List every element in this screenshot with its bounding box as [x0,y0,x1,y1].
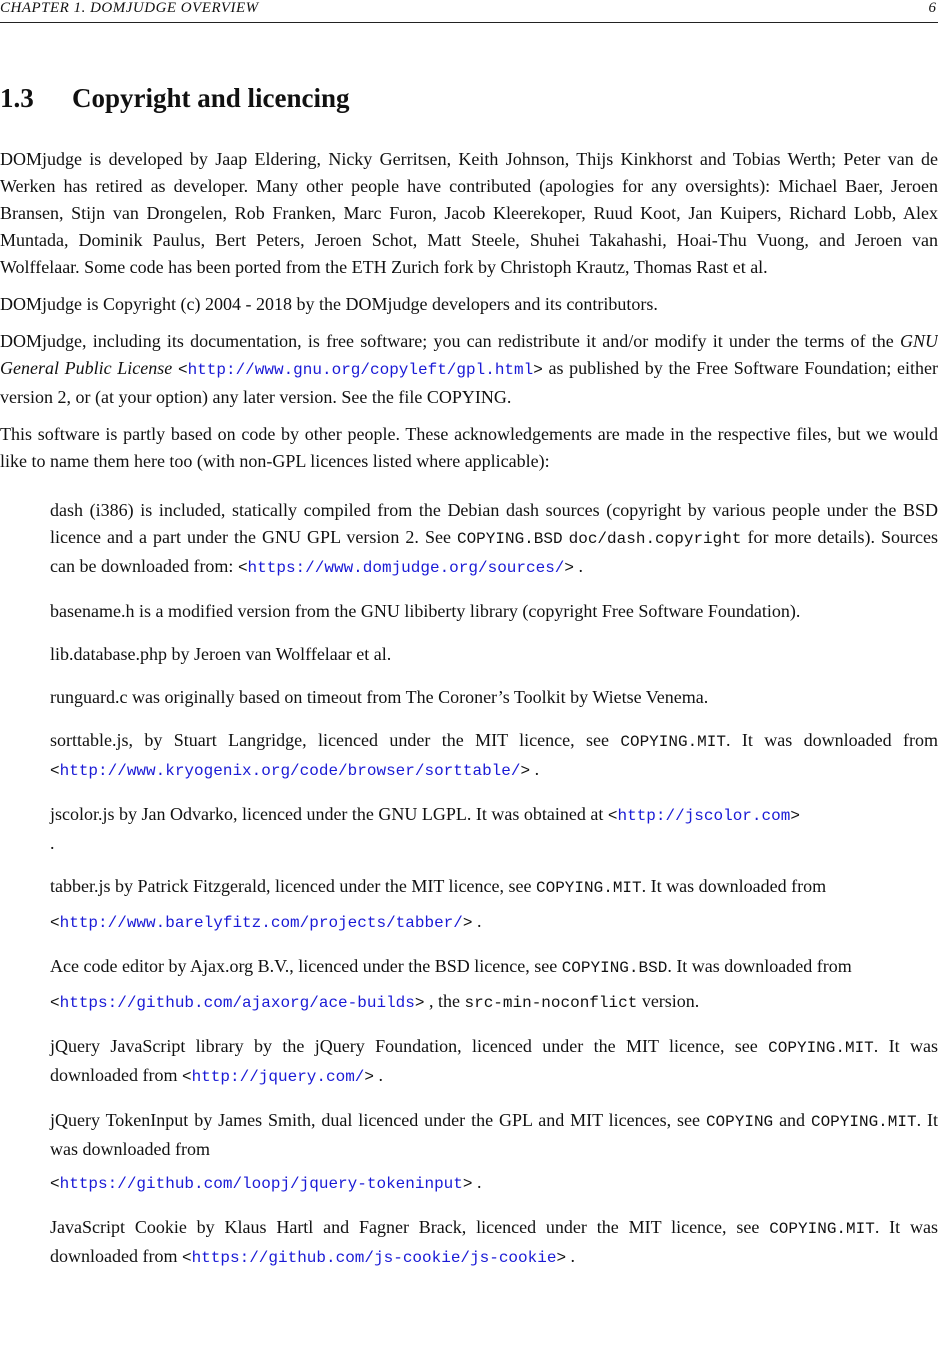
chapter-title: CHAPTER 1. DOMJUDGE OVERVIEW [0,0,259,16]
ace-link[interactable]: https://github.com/ajaxorg/ace-builds [59,994,415,1012]
section-title: Copyright and licencing [72,83,350,113]
list-item-dash: dash (i386) is included, statically compiled from the Debian dash sources (copyright by various people under the BSD licence and a part under the GNU GPL version 2. See COPYING.BSD doc/dash.copyright for more details). Sources can be downloaded from: <https://www.domjudge.org/sources/> . [50,500,938,577]
list-item-tokeninput: jQuery TokenInput by James Smith, dual licenced under the GPL and MIT licences, see COPYING and COPYING.MIT. It was downloaded from [50,1110,938,1159]
ace-link-line: <https://github.com/ajaxorg/ace-builds> , the src-min-noconflict version. [50,991,700,1012]
list-item-jquery: jQuery JavaScript library by the jQuery Foundation, licenced under the MIT licence, see COPYING.MIT. It was downloaded from <http://jquery.com/> . [50,1036,938,1086]
list-item-sorttable: sorttable.js, by Stuart Langridge, licenced under the MIT licence, see COPYING.MIT. It was downloaded from <http://www.kryogenix.org/code/browser/sorttable/> . [50,730,938,780]
list-item-tabber: tabber.js by Patrick Fitzgerald, licenced under the MIT licence, see COPYING.MIT. It was downloaded from [50,876,827,897]
paragraph-developers: DOMjudge is developed by Jaap Eldering, Nicky Gerritsen, Keith Johnson, Thijs Kinkhorst and Tobias Werth; Peter van de Werken has retired as developer. Many other people have contributed (apologies for any oversights): Michael Baer, Jeroen Bransen, Stijn van Drongelen, Rob Franken, Marc Furon, Jacob Kleerekoper, Ruud Koot, Jan Kuipers, Richard Lobb, Alex Muntada, Dominik Paulus, Bert Peters, Jeroen Schot, Matt Steele, Shuhei Takahashi, Hoai-Thu Vuong, and Jeroen van Wolffelaar. Some code has been ported from the ETH Zurich fork by Christoph Krautz, Thomas Rast et al. [0,149,938,277]
paragraph-license: DOMjudge, including its documentation, is free software; you can redistribute it and/or modify it under the terms of the GNU General Public License <http://www.gnu.org/copyleft/gpl.html> as published by the Free Software Foundation; either version 2, or (at your option) any later version. See the file COPYING. [0,331,938,407]
page-number: 6 [928,0,936,16]
gpl-link[interactable]: http://www.gnu.org/copyleft/gpl.html [187,361,534,379]
cookie-link[interactable]: https://github.com/js-cookie/js-cookie [191,1249,557,1267]
section-heading [0,80,350,116]
jscolor-link[interactable]: http://jscolor.com [617,807,791,825]
list-item-basename: basename.h is a modified version from the GNU libiberty library (copyright Free Software Foundation). [50,601,801,621]
acknowledgements-list [0,497,938,1272]
list-item-runguard: runguard.c was originally based on timeout from The Coroner’s Toolkit by Wietse Venema. [50,687,709,707]
running-header [0,0,938,23]
section-number: 1.3 [0,83,34,113]
tabber-link-line: <http://www.barelyfitz.com/projects/tabber/> . [50,911,482,932]
list-item-cookie: JavaScript Cookie by Klaus Hartl and Fagner Brack, licenced under the MIT licence, see COPYING.MIT. It was downloaded from <https://github.com/js-cookie/js-cookie> . [50,1217,938,1267]
list-item-ace: Ace code editor by Ajax.org B.V., licenced under the BSD licence, see COPYING.BSD. It was downloaded from [50,956,852,977]
tokeninput-link-line: <https://github.com/loopj/jquery-tokeninput> . [50,1172,482,1193]
list-item-jscolor: jscolor.js by Jan Odvarko, licenced under the GNU LGPL. It was obtained at <http://jscolor.com> . [50,804,800,853]
sorttable-link[interactable]: http://www.kryogenix.org/code/browser/sorttable/ [59,762,521,780]
license-name: GNU General Public License [0,331,938,378]
tabber-link[interactable]: http://www.barelyfitz.com/projects/tabber/ [59,914,463,932]
tokeninput-link[interactable]: https://github.com/loopj/jquery-tokeninput [59,1175,463,1193]
jquery-link[interactable]: http://jquery.com/ [191,1068,365,1086]
section-body [0,146,938,1288]
dash-sources-link[interactable]: https://www.domjudge.org/sources/ [247,559,565,577]
paragraph-acknowledgements: This software is partly based on code by other people. These acknowledgements are made in the respective files, but we would like to name them here too (with non-GPL licences listed where applicable): [0,424,938,471]
list-item-libdb: lib.database.php by Jeroen van Wolffelaar et al. [50,644,392,664]
paragraph-copyright: DOMjudge is Copyright (c) 2004 - 2018 by the DOMjudge developers and its contributors. [0,294,658,314]
